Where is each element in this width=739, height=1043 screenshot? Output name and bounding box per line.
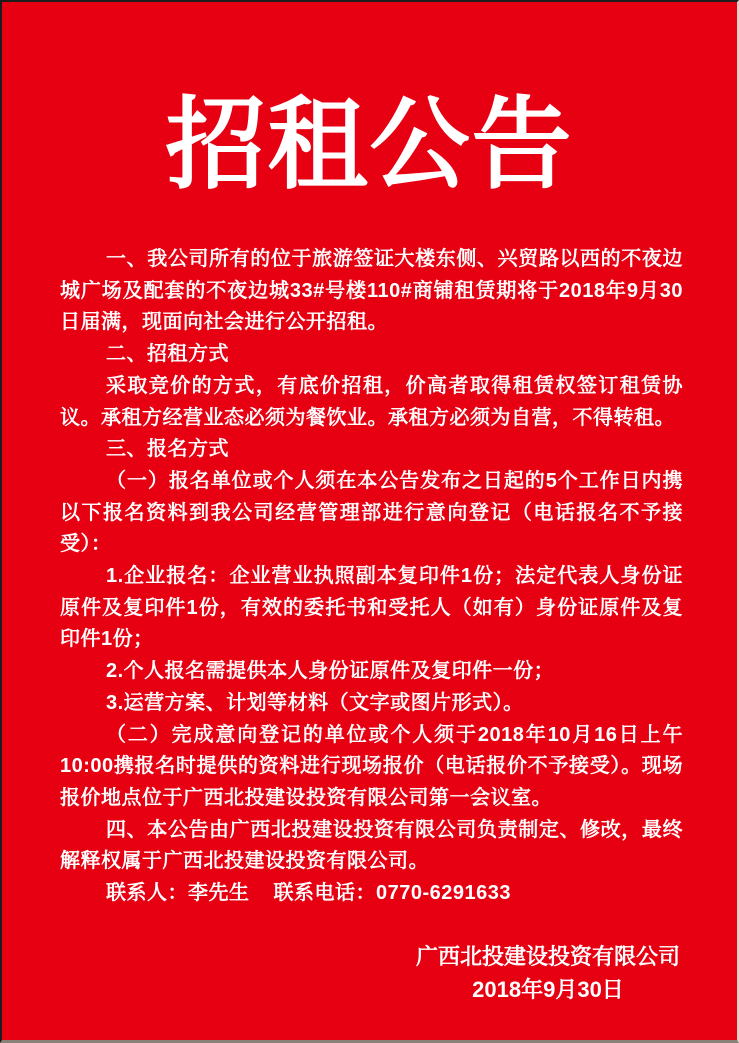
paragraph: 3.运营方案、计划等材料（文字或图片形式）。 <box>106 691 524 714</box>
contact-line <box>60 878 683 910</box>
signature-company: 广西北投建设投资有限公司 <box>415 943 680 969</box>
paragraph: 1.企业报名：企业营业执照副本复印件1份；法定代表人身份证原件及复印件1份，有效的委托书和受托人（如有）身份证原件及复印件1份； <box>60 565 683 651</box>
announcement-body <box>60 244 683 910</box>
signature-inner <box>416 940 680 1006</box>
contact-person-label: 联系人： <box>106 882 188 905</box>
contact-person: 李先生 <box>188 882 250 905</box>
paragraph: 四、本公告由广西北投建设投资有限公司负责制定、修改，最终解释权属于广西北投建设投资有限公司。 <box>60 818 683 873</box>
paragraph: 采取竞价的方式，有底价招租，价高者取得租赁权签订租赁协议。承租方经营业态必须为餐饮业。承租方必须为自营，不得转租。 <box>60 374 683 429</box>
signature-block <box>2 940 680 1006</box>
page-title: 招租公告 <box>165 85 574 203</box>
section-heading: 二、招租方式 <box>106 343 229 366</box>
paragraph: （二）完成意向登记的单位或个人须于2018年10月16日上午10:00携报名时提供的资料进行现场报价（电话报价不予接受）。现场报价地点位于广西北投建设投资有限公司第一会议室。 <box>60 723 683 809</box>
paragraph: （一）报名单位或个人须在本公告发布之日起的5个工作日内携以下报名资料到我公司经营管理部进行意向登记（电话报名不予接受）： <box>60 469 683 556</box>
signature-date: 2018年9月30日 <box>472 976 624 1002</box>
contact-phone: 0770-6291633 <box>376 882 512 905</box>
contact-phone-label: 联系电话： <box>273 882 376 905</box>
section-heading: 三、报名方式 <box>106 438 229 461</box>
paragraph-list <box>60 244 683 878</box>
paragraph: 一、我公司所有的位于旅游签证大楼东侧、兴贸路以西的不夜边城广场及配套的不夜边城33#号楼110#商铺租赁期将于2018年9月30日届满，现面向社会进行公开招租。 <box>60 248 683 334</box>
paragraph: 2.个人报名需提供本人身份证原件及复印件一份； <box>106 660 555 683</box>
